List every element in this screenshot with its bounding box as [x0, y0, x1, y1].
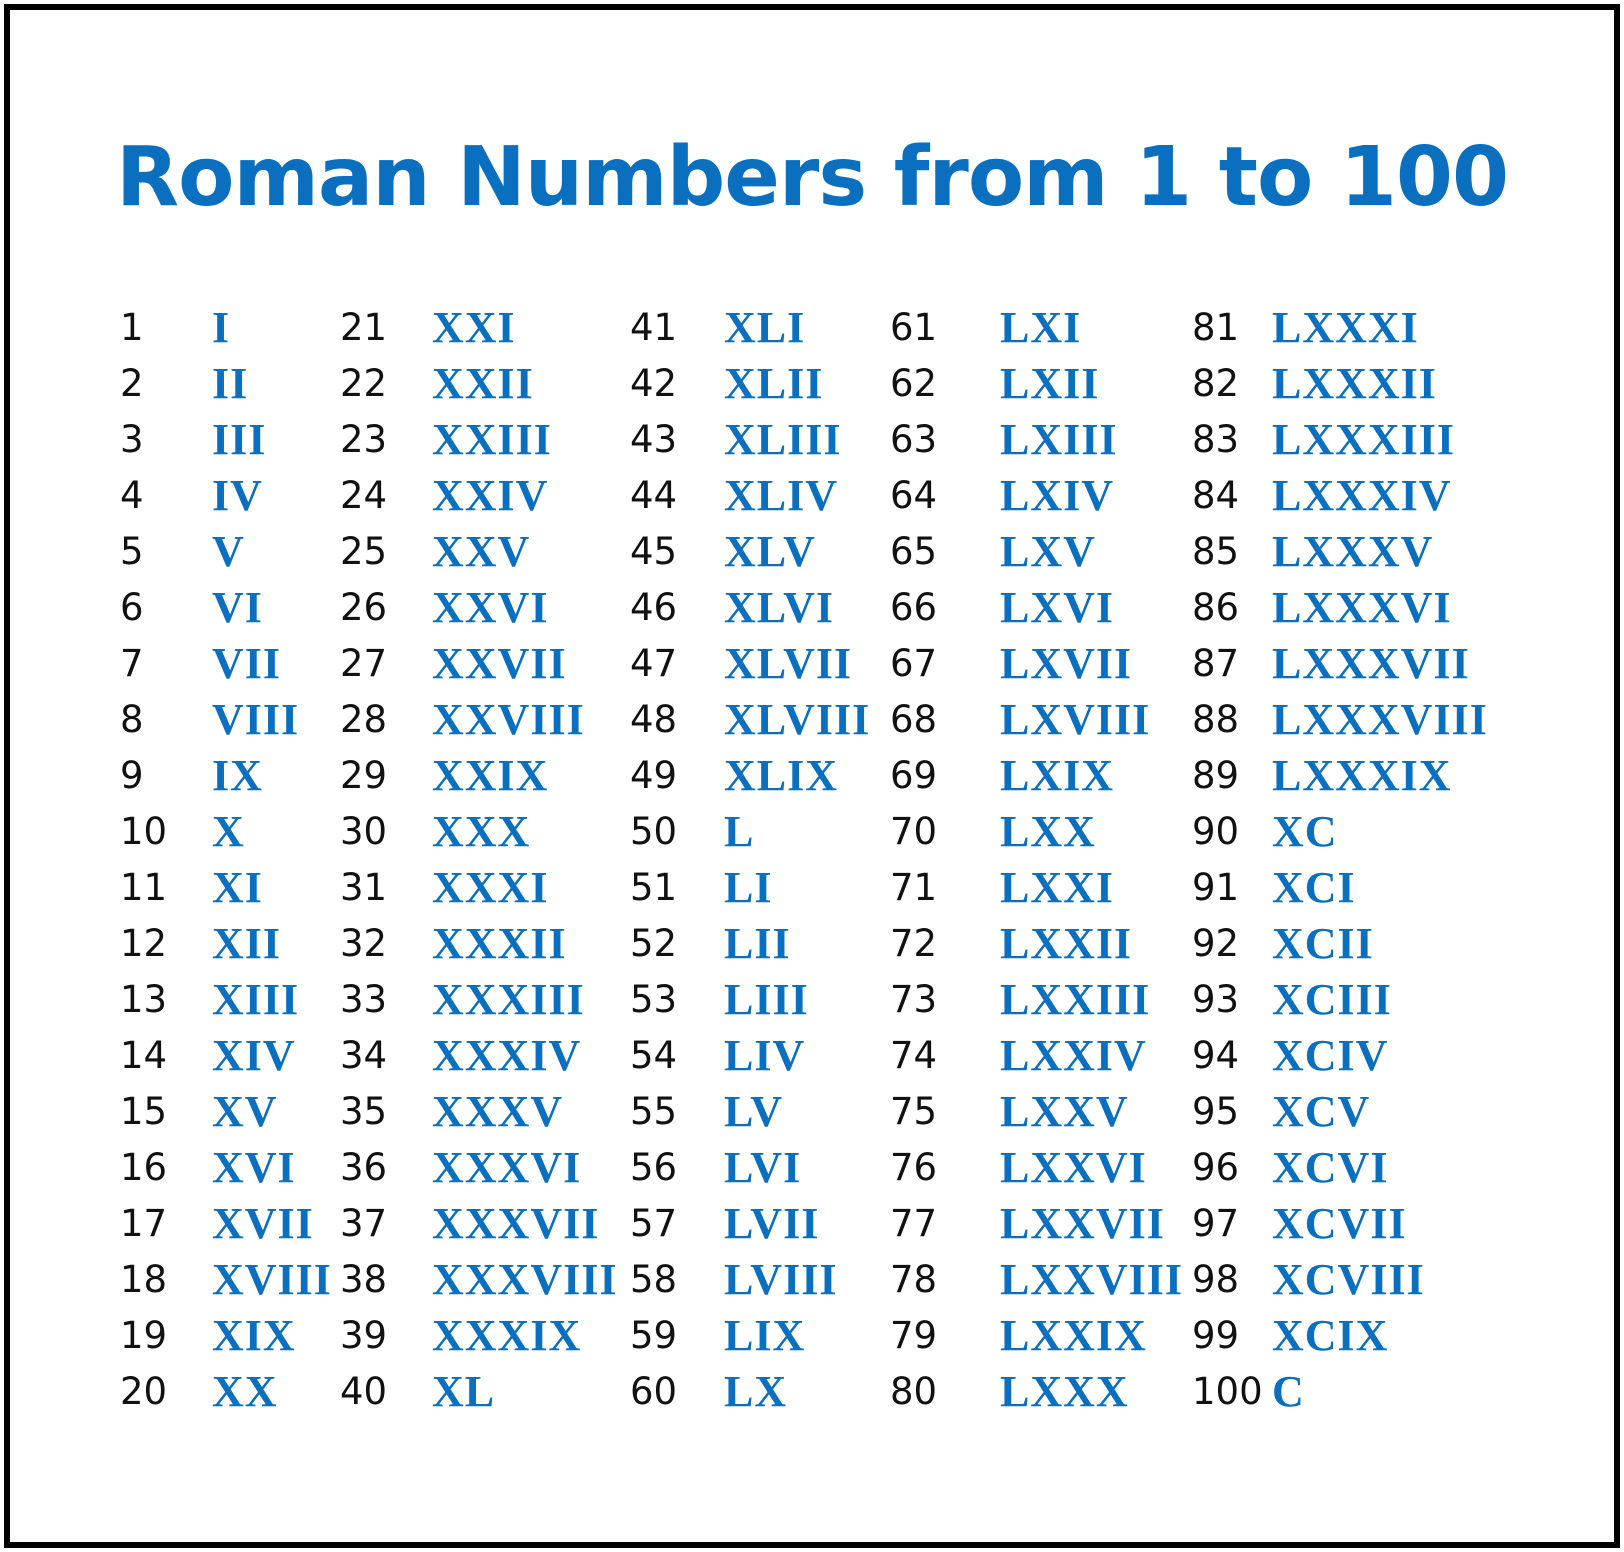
roman-numeral: XXXII	[432, 919, 567, 968]
roman-numeral: C	[1272, 1367, 1305, 1416]
arabic-number: 9	[120, 754, 144, 797]
arabic-number: 38	[340, 1258, 388, 1301]
roman-numeral: XLV	[724, 527, 816, 576]
arabic-number: 68	[890, 698, 938, 741]
roman-numeral: X	[212, 807, 245, 856]
arabic-number: 85	[1192, 530, 1240, 573]
arabic-number: 54	[630, 1034, 678, 1077]
arabic-number: 16	[120, 1146, 168, 1189]
roman-numeral: XCIX	[1272, 1311, 1389, 1360]
roman-numeral: XI	[212, 863, 263, 912]
roman-numeral: LX	[724, 1367, 788, 1416]
roman-numeral: XXII	[432, 359, 534, 408]
roman-numeral: XXVII	[432, 639, 567, 688]
arabic-number: 67	[890, 642, 938, 685]
arabic-number: 80	[890, 1370, 938, 1413]
roman-numeral: XCV	[1272, 1087, 1371, 1136]
roman-numeral: LVI	[724, 1143, 802, 1192]
arabic-number: 12	[120, 922, 168, 965]
arabic-number: 10	[120, 810, 168, 853]
arabic-number: 45	[630, 530, 678, 573]
arabic-number: 49	[630, 754, 678, 797]
roman-numeral: LXXXVI	[1272, 583, 1452, 632]
roman-numeral: XXXV	[432, 1087, 564, 1136]
arabic-number: 55	[630, 1090, 678, 1133]
roman-numeral: XLVI	[724, 583, 834, 632]
roman-numeral: LXXII	[1000, 919, 1133, 968]
arabic-number: 71	[890, 866, 938, 909]
roman-numeral: XCIV	[1272, 1031, 1389, 1080]
roman-numeral: XXX	[432, 807, 531, 856]
roman-numeral: XLII	[724, 359, 824, 408]
arabic-number: 48	[630, 698, 678, 741]
roman-numeral: XCVIII	[1272, 1255, 1425, 1304]
arabic-number: 1	[120, 306, 144, 349]
roman-numeral: XLIV	[724, 471, 839, 520]
arabic-number: 62	[890, 362, 938, 405]
roman-numeral: XLIX	[724, 751, 839, 800]
roman-numeral: LV	[724, 1087, 784, 1136]
arabic-number: 98	[1192, 1258, 1240, 1301]
roman-numeral: XVII	[212, 1199, 314, 1248]
arabic-number: 78	[890, 1258, 938, 1301]
arabic-number: 69	[890, 754, 938, 797]
arabic-number: 18	[120, 1258, 168, 1301]
arabic-number: 3	[120, 418, 144, 461]
roman-numeral: XLVIII	[724, 695, 871, 744]
roman-numeral: LXXVI	[1000, 1143, 1147, 1192]
roman-numeral: XXXVIII	[432, 1255, 618, 1304]
roman-numeral: LXXXVII	[1272, 639, 1470, 688]
roman-numeral: LIV	[724, 1031, 806, 1080]
arabic-number: 40	[340, 1370, 388, 1413]
roman-numeral: XXVIII	[432, 695, 585, 744]
roman-numeral: LXXVIII	[1000, 1255, 1184, 1304]
arabic-number: 66	[890, 586, 938, 629]
arabic-number: 2	[120, 362, 144, 405]
roman-numeral: VII	[212, 639, 282, 688]
arabic-number: 21	[340, 306, 388, 349]
roman-numeral: LXV	[1000, 527, 1096, 576]
roman-numeral: LIII	[724, 975, 809, 1024]
roman-numeral: XIX	[212, 1311, 296, 1360]
arabic-number: 25	[340, 530, 388, 573]
arabic-number: 39	[340, 1314, 388, 1357]
arabic-number: 6	[120, 586, 144, 629]
arabic-number: 59	[630, 1314, 678, 1357]
roman-numeral: V	[212, 527, 245, 576]
roman-numeral: LXXXVIII	[1272, 695, 1488, 744]
arabic-number: 31	[340, 866, 388, 909]
arabic-number: 82	[1192, 362, 1240, 405]
arabic-number: 57	[630, 1202, 678, 1245]
roman-numeral: LXIX	[1000, 751, 1115, 800]
arabic-number: 73	[890, 978, 938, 1021]
arabic-number: 51	[630, 866, 678, 909]
arabic-number: 29	[340, 754, 388, 797]
arabic-number: 81	[1192, 306, 1240, 349]
roman-numeral: LXXIX	[1000, 1311, 1147, 1360]
arabic-number: 63	[890, 418, 938, 461]
roman-numeral: VIII	[212, 695, 300, 744]
arabic-number: 33	[340, 978, 388, 1021]
roman-numeral: VI	[212, 583, 263, 632]
arabic-number: 28	[340, 698, 388, 741]
roman-numeral: L	[724, 807, 755, 856]
arabic-number: 90	[1192, 810, 1240, 853]
roman-numeral: LXX	[1000, 807, 1096, 856]
arabic-number: 41	[630, 306, 678, 349]
roman-numeral: XLVII	[724, 639, 853, 688]
roman-numeral: XIII	[212, 975, 300, 1024]
roman-numeral: XVI	[212, 1143, 296, 1192]
arabic-number: 64	[890, 474, 938, 517]
roman-numeral: LIX	[724, 1311, 806, 1360]
roman-numeral: XXIII	[432, 415, 552, 464]
roman-numeral: XXIV	[432, 471, 549, 520]
roman-numeral: LXII	[1000, 359, 1100, 408]
roman-numeral: XXXIX	[432, 1311, 582, 1360]
roman-numeral: LXXI	[1000, 863, 1115, 912]
arabic-number: 47	[630, 642, 678, 685]
roman-numeral: LXXV	[1000, 1087, 1129, 1136]
roman-numeral: XXXIII	[432, 975, 585, 1024]
arabic-number: 19	[120, 1314, 168, 1357]
arabic-number: 94	[1192, 1034, 1240, 1077]
roman-numeral: XC	[1272, 807, 1338, 856]
roman-numeral: XLI	[724, 303, 806, 352]
roman-numeral: III	[212, 415, 267, 464]
arabic-number: 5	[120, 530, 144, 573]
arabic-number: 86	[1192, 586, 1240, 629]
roman-numeral: XXXVI	[432, 1143, 582, 1192]
arabic-number: 88	[1192, 698, 1240, 741]
arabic-number: 46	[630, 586, 678, 629]
roman-numeral: IV	[212, 471, 263, 520]
arabic-number: 97	[1192, 1202, 1240, 1245]
arabic-number: 96	[1192, 1146, 1240, 1189]
roman-numeral: LXXVII	[1000, 1199, 1165, 1248]
roman-numeral: II	[212, 359, 249, 408]
arabic-number: 83	[1192, 418, 1240, 461]
arabic-number: 8	[120, 698, 144, 741]
arabic-number: 37	[340, 1202, 388, 1245]
arabic-number: 87	[1192, 642, 1240, 685]
arabic-number: 27	[340, 642, 388, 685]
roman-numeral: LXXXI	[1272, 303, 1419, 352]
arabic-number: 50	[630, 810, 678, 853]
arabic-number: 13	[120, 978, 168, 1021]
page-title: Roman Numbers from 1 to 100	[115, 130, 1509, 225]
arabic-number: 89	[1192, 754, 1240, 797]
arabic-number: 93	[1192, 978, 1240, 1021]
arabic-number: 20	[120, 1370, 168, 1413]
arabic-number: 56	[630, 1146, 678, 1189]
arabic-number: 91	[1192, 866, 1240, 909]
roman-numeral: LVIII	[724, 1255, 838, 1304]
arabic-number: 43	[630, 418, 678, 461]
roman-numeral: LXXXIX	[1272, 751, 1452, 800]
arabic-number: 17	[120, 1202, 168, 1245]
arabic-number: 70	[890, 810, 938, 853]
roman-numeral: XXXI	[432, 863, 549, 912]
arabic-number: 22	[340, 362, 388, 405]
roman-numeral: XLIII	[724, 415, 842, 464]
arabic-number: 24	[340, 474, 388, 517]
roman-numeral: XXXVII	[432, 1199, 600, 1248]
roman-numeral: LXI	[1000, 303, 1082, 352]
roman-numeral: LXXXV	[1272, 527, 1434, 576]
arabic-number: 7	[120, 642, 144, 685]
arabic-number: 65	[890, 530, 938, 573]
roman-numeral: XXI	[432, 303, 516, 352]
arabic-number: 23	[340, 418, 388, 461]
arabic-number: 35	[340, 1090, 388, 1133]
arabic-number: 26	[340, 586, 388, 629]
roman-numeral: XCI	[1272, 863, 1356, 912]
arabic-number: 95	[1192, 1090, 1240, 1133]
arabic-number: 61	[890, 306, 938, 349]
roman-numeral: I	[212, 303, 231, 352]
roman-numeral: XCVI	[1272, 1143, 1389, 1192]
roman-numeral: LXIII	[1000, 415, 1118, 464]
roman-numeral: LXVII	[1000, 639, 1133, 688]
arabic-number: 99	[1192, 1314, 1240, 1357]
arabic-number: 52	[630, 922, 678, 965]
roman-numeral: LXVIII	[1000, 695, 1151, 744]
arabic-number: 53	[630, 978, 678, 1021]
arabic-number: 4	[120, 474, 144, 517]
arabic-number: 32	[340, 922, 388, 965]
roman-numeral: LXXX	[1000, 1367, 1129, 1416]
arabic-number: 75	[890, 1090, 938, 1133]
roman-numeral: LXIV	[1000, 471, 1115, 520]
roman-numeral: XXIX	[432, 751, 549, 800]
roman-numeral: XCII	[1272, 919, 1374, 968]
arabic-number: 60	[630, 1370, 678, 1413]
arabic-number: 58	[630, 1258, 678, 1301]
roman-numeral: XV	[212, 1087, 278, 1136]
roman-numeral: XXVI	[432, 583, 549, 632]
roman-numeral: LI	[724, 863, 773, 912]
arabic-number: 34	[340, 1034, 388, 1077]
arabic-number: 36	[340, 1146, 388, 1189]
roman-numeral: XL	[432, 1367, 496, 1416]
arabic-number: 100	[1192, 1370, 1263, 1413]
roman-numeral: LXXXIII	[1272, 415, 1456, 464]
roman-numeral: XII	[212, 919, 282, 968]
arabic-number: 30	[340, 810, 388, 853]
arabic-number: 79	[890, 1314, 938, 1357]
roman-numeral: XXXIV	[432, 1031, 582, 1080]
page-frame	[4, 4, 1620, 1548]
roman-numeral: IX	[212, 751, 263, 800]
arabic-number: 74	[890, 1034, 938, 1077]
arabic-number: 42	[630, 362, 678, 405]
roman-numeral: LXXIV	[1000, 1031, 1147, 1080]
arabic-number: 92	[1192, 922, 1240, 965]
arabic-number: 15	[120, 1090, 168, 1133]
roman-numeral: LXVI	[1000, 583, 1115, 632]
roman-numeral: LXXXIV	[1272, 471, 1452, 520]
roman-numeral: XX	[212, 1367, 278, 1416]
roman-numeral: LVII	[724, 1199, 820, 1248]
roman-numeral: LII	[724, 919, 791, 968]
arabic-number: 84	[1192, 474, 1240, 517]
roman-numeral: LXXIII	[1000, 975, 1151, 1024]
roman-numeral: XVIII	[212, 1255, 332, 1304]
roman-numeral: XXV	[432, 527, 531, 576]
roman-numeral: XCVII	[1272, 1199, 1407, 1248]
arabic-number: 14	[120, 1034, 168, 1077]
arabic-number: 44	[630, 474, 678, 517]
arabic-number: 77	[890, 1202, 938, 1245]
roman-numeral: LXXXII	[1272, 359, 1437, 408]
roman-numeral: XCIII	[1272, 975, 1392, 1024]
arabic-number: 72	[890, 922, 938, 965]
arabic-number: 76	[890, 1146, 938, 1189]
arabic-number: 11	[120, 866, 168, 909]
roman-numeral: XIV	[212, 1031, 296, 1080]
